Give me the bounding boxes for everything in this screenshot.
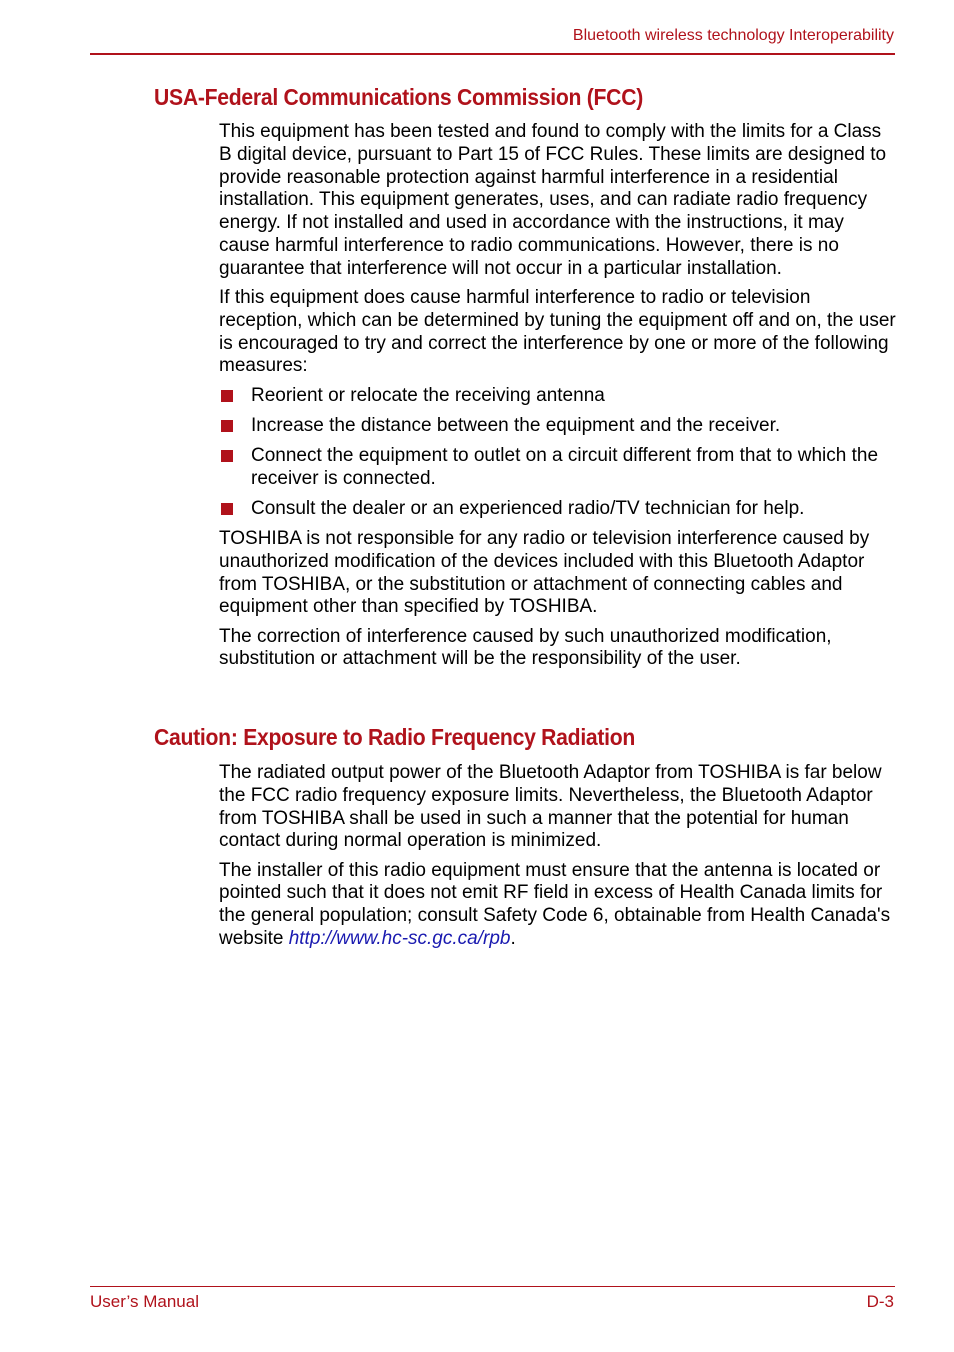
footer-manual-title: User’s Manual <box>90 1292 199 1311</box>
bullet-square-icon <box>221 450 233 462</box>
list-item: Connect the equipment to outlet on a circuit different from that to which the receiver is connected. <box>219 445 899 491</box>
paragraph: If this equipment does cause harmful interference to radio or television reception, which can be determined by tuning the equipment off and on, the user is encouraged to try and correct the interference by one or more of the following measures: <box>219 287 896 377</box>
paragraph: The correction of interference caused by such unauthorized modification, substitution or attachment will be the responsibility of the user. <box>219 625 832 670</box>
running-header: Bluetooth wireless technology Interoperability <box>572 27 894 44</box>
list-item: Increase the distance between the equipment and the receiver. <box>219 415 899 438</box>
list-item: Consult the dealer or an experienced radio/TV technician for help. <box>219 498 899 521</box>
header-divider <box>90 53 895 55</box>
paragraph: The radiated output power of the Bluetooth Adaptor from TOSHIBA is far below the FCC radio frequency exposure limits. Nevertheless, the Bluetooth Adaptor from TOSHIBA shall be used in such a manner that the potential for human contact during normal operation is minimized. <box>219 762 882 852</box>
section-heading-fcc: USA-Federal Communications Commission (FCC) <box>154 84 643 110</box>
footer-divider <box>90 1286 895 1287</box>
health-canada-link[interactable]: http://www.hc-sc.gc.ca/rpb <box>288 928 511 950</box>
rf-section-body <box>219 762 899 957</box>
bullet-square-icon <box>221 503 233 515</box>
section-heading-rf-exposure: Caution: Exposure to Radio Frequency Radiation <box>154 724 636 750</box>
fcc-section-body <box>219 121 899 678</box>
bullet-square-icon <box>221 420 233 432</box>
paragraph: The installer of this radio equipment must ensure that the antenna is located or pointed such that it does not emit RF field in excess of Health Canada limits for the general population; consult Safety Code 6, obtainable from Health Canada's website http://www.hc-sc.gc.ca/rpb. <box>219 859 891 950</box>
page-number: D-3 <box>866 1292 894 1311</box>
bullet-square-icon <box>221 390 233 402</box>
paragraph: This equipment has been tested and found to comply with the limits for a Class B digital device, pursuant to Part 15 of FCC Rules. These limits are designed to provide reasonable protection against harmful interference in a residential installation. This equipment generates, uses, and can radiate radio frequency energy. If not installed and used in accordance with the instructions, it may cause harmful interference to radio communications. However, there is no guarantee that interference will not occur in a particular installation. <box>219 121 887 279</box>
list-item: Reorient or relocate the receiving antenna <box>219 385 899 408</box>
measures-list <box>219 385 899 521</box>
paragraph: TOSHIBA is not responsible for any radio or television interference caused by unauthorized modification of the devices included with this Bluetooth Adaptor from TOSHIBA, or the substitution or attachment of connecting cables and equipment other than specified by TOSHIBA. <box>219 527 870 618</box>
